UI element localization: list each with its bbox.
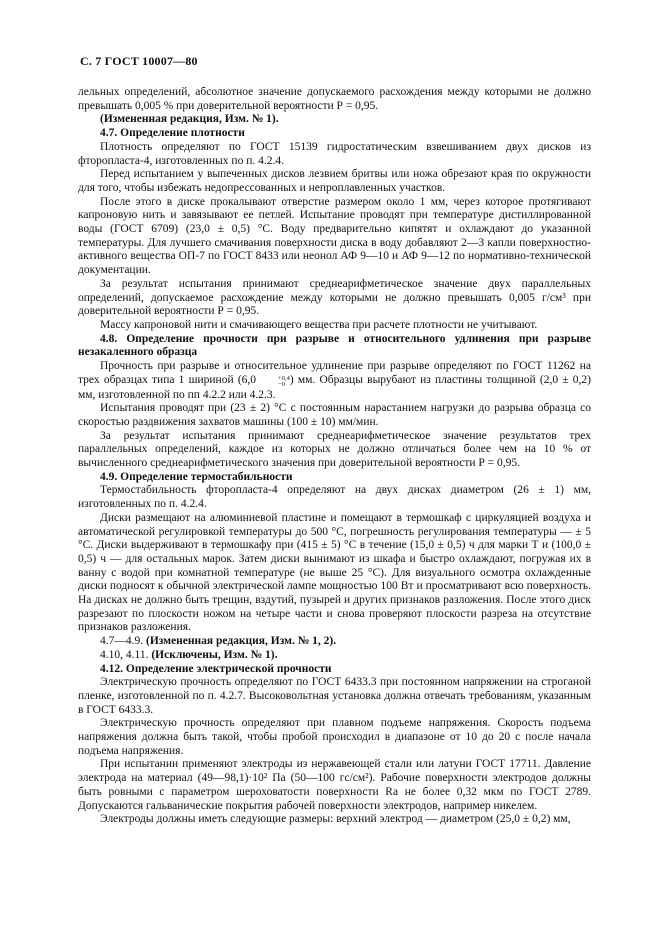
tolerance-notation: [256, 376, 290, 389]
paragraph-electric-strength-voltage-rise: Электрическую прочность определяют при плавном подъеме напряжения. Скорость подъема напряжения должна быть такой, чтобы пробой происходил в диапазоне от 10 до 20 с после начала подъема напряжения.: [78, 717, 591, 757]
paragraph-density-edge-trim: Перед испытанием у выпеченных дисков лезвием бритвы или ножа обрезают края по окружности для того, чтобы избежать недопрессованных и непроплавленных участков.: [78, 168, 591, 194]
amendment-note-2: [78, 635, 591, 649]
section-heading-4-8: 4.8. Определение прочности при разрыве и относительного удлинения при разрыве незакаленного образца: [78, 332, 591, 359]
paragraph-tensile-samples: [78, 360, 591, 402]
amendment-note-2-clauses: 4.7—4.9.: [100, 635, 146, 648]
tolerance-upper-value: +0,4: [278, 374, 290, 382]
section-heading-4-12: 4.12. Определение электрической прочности: [100, 662, 332, 675]
amendment-note-3-text: (Исключены, Изм. № 1).: [151, 648, 278, 661]
tensile-text-before-tolerance: Прочность при разрыве и относительное удлинение при разрыве определяют по ГОСТ 11262 на трех образцах типа 1 шириной (6,0: [78, 360, 591, 386]
paragraph-continuation-discrepancy: лельных определений, абсолютное значение допускаемого расхождения между которыми не должно превышать 0,005 % при доверительной вероятности Р = 0,95.: [78, 86, 591, 112]
paragraph-electric-strength-method: Электрическую прочность определяют по ГОСТ 6433.3 при постоянном напряжении на строганой пленке, изготовленной по п. 4.2.7. Высоковольтная установка должна отвечать требованиям, указанным в ГОСТ 6433.3.: [78, 676, 591, 716]
amendment-note-3-clauses: 4.10, 4.11.: [100, 648, 152, 661]
section-heading-4-7: 4.7. Определение плотности: [100, 127, 245, 140]
document-body: [0, 68, 661, 827]
paragraph-density-mass-note: Массу капроновой нити и смачивающего вещества при расчете плотности не учитывают.: [100, 318, 538, 331]
paragraph-electrodes-dimensions: Электроды должны иметь следующие размеры: верхний электрод — диаметром (25,0 ± 0,2) мм,: [100, 813, 571, 826]
paragraph-thermostability-procedure: Диски размещают на алюминиевой пластине и помещают в термошкаф с циркуляцией воздуха и автоматической регулировкой температуры до 500 °С, погрешность регулирования температуры — ± 5 °С. Диски выдерживают в термошкафу при (415 ± 5) °С в течение (15,0 ± 0,5) ч для марки Т и (100,0 ± 0,5) ч — для остальных марок. Затем диски вынимают из шкафа и быстро охлаждают, погружая их в ванну с водой при комнатной температуре (не выше 25 °С). Для визуального осмотра охлажденные диски подносят к обычной электрической лампе мощностью 100 Вт и просматривают всю поверхность. На дисках не должно быть трещин, вздутий, пузырей и других признаков разложения. После этого диск разрезают по плоскости ножом на четыре части и снова проверяют плоскости разреза на отсутствие признаков разложения.: [78, 511, 591, 634]
amendment-note-1: (Измененная редакция, Изм. № 1).: [100, 113, 279, 126]
tolerance-lower-value: −0: [278, 381, 285, 389]
page-header-title: С. 7 ГОСТ 10007—80: [80, 54, 198, 68]
paragraph-density-result: За результат испытания принимают среднеарифметическое значение двух параллельных определений, допускаемое расхождение между которыми не должно превышать 0,005 г/см³ при доверительной вероятности Р = 0,95.: [78, 277, 591, 318]
paragraph-tensile-conditions: Испытания проводят при (23 ± 2) °С с постоянным нарастанием нагрузки до разрыва образца со скоростью раздвижения захватов машины (100 ± 10) мм/мин.: [78, 402, 591, 428]
amendment-note-3: [78, 649, 591, 663]
paragraph-density-procedure: После этого в диске прокалывают отверстие размером около 1 мм, через которое протягивают капроновую нить и завязывают ее петлей. Испытание проводят при температуре дистиллированной воды (ГОСТ 6709) (23,0 ± 0,5) °С. Воду предварительно кипятят и охлаждают до указанной температуры. Для лучшего смачивания поверхности диска в воду добавляют 2—3 капли поверхностно-активного вещества ОП-7 по ГОСТ 8433 или неонол АФ 9—10 и АФ 9—12 по нормативно-технической документации.: [78, 195, 591, 277]
paragraph-density-method: Плотность определяют по ГОСТ 15139 гидростатическим взвешиванием двух дисков из фторопласта-4, изготовленных по п. 4.2.4.: [78, 140, 591, 167]
paragraph-thermostability-samples: Термостабильность фторопласта-4 определяют на двух дисках диаметром (26 ± 1) мм, изготовленных по п. 4.2.4.: [78, 484, 591, 511]
tensile-text-after-tolerance: ) мм. Образцы вырубают из пластины толщиной (2,0 ± 0,2) мм, изготовленной по пп 4.2.2 или 4.2.3.: [78, 373, 592, 401]
amendment-note-2-text: (Измененная редакция, Изм. № 1, 2).: [146, 635, 337, 648]
paragraph-electrodes-requirements: При испытании применяют электроды из нержавеющей стали или латуни ГОСТ 17711. Давление электрода на материал (49—98,1)·10² Па (50—100 гс/см²). Рабочие поверхности электродов должны быть ровными с параметром шероховатости поверхности Ra не более 0,32 мкм по ГОСТ 2789. Допускаются гальванические покрытия рабочей поверхности электродов, например никелем.: [78, 758, 591, 812]
section-heading-4-9: 4.9. Определение термостабильности: [100, 470, 293, 483]
paragraph-tensile-result: За результат испытания принимают среднеарифметическое значение результатов трех параллельных определений, каждое из которых не должно отличаться более чем на 10 % от вычисленного среднеарифметического значения при доверительной вероятности Р = 0,95.: [78, 429, 591, 470]
